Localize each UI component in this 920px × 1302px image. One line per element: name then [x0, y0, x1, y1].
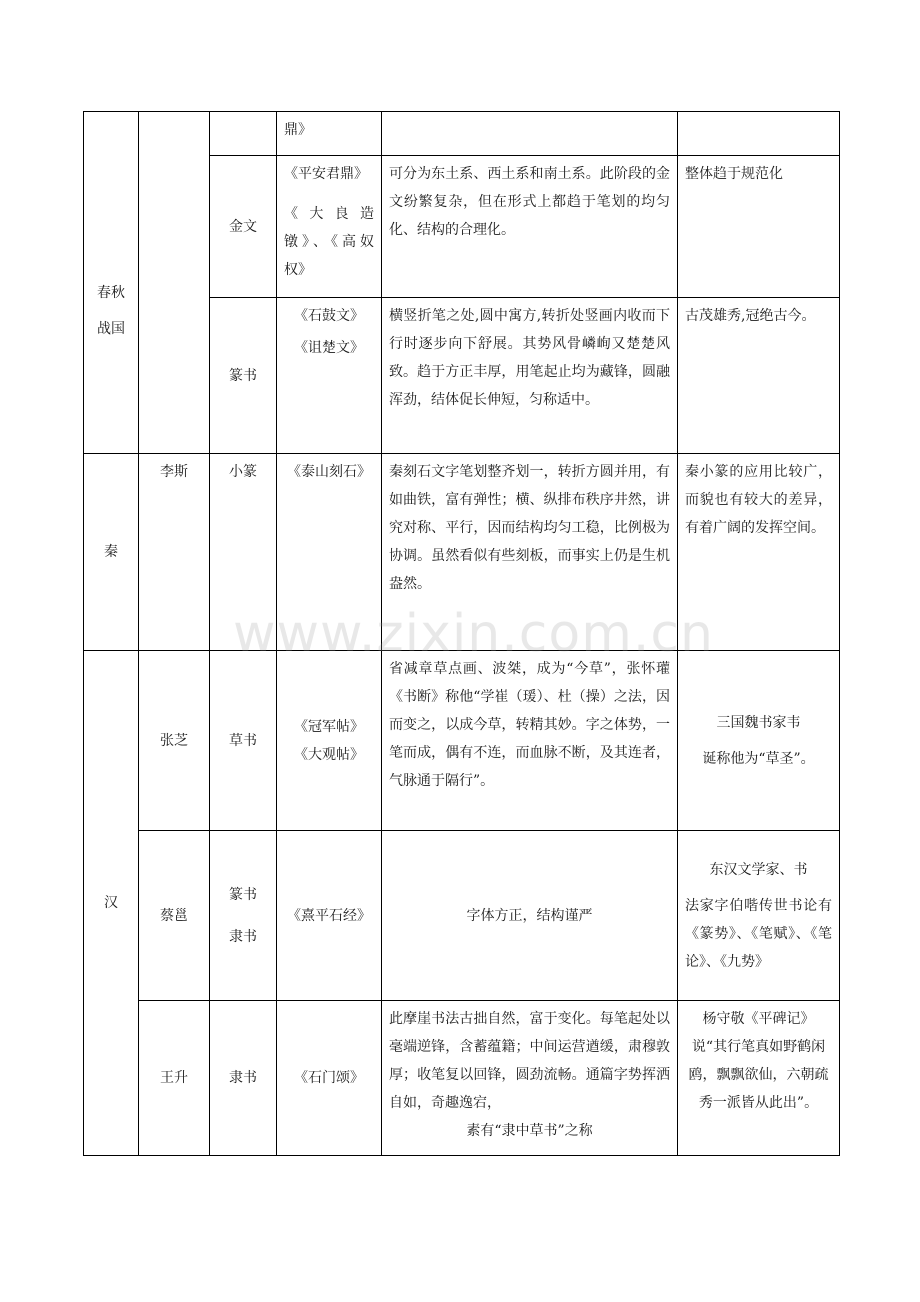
period-cell-chunqiu	[84, 112, 139, 454]
evaluation-line: 东汉文学家、书	[709, 861, 808, 878]
evaluation-cell: 秦小篆的应用比较广，而貌也有较大的差异，有着广阔的发挥空间。	[678, 454, 840, 651]
script-cell	[210, 112, 277, 156]
evaluation-cell: 杨守敬《平碑记》说“其行笔真如野鹤闲鸥，飘飘欲仙，六朝疏秀一派皆从此出”。	[678, 1001, 840, 1156]
work-cell	[277, 651, 382, 831]
work-title: 《冠军帖》	[294, 718, 364, 735]
script-cell: 草书	[210, 651, 277, 831]
table-row	[84, 1001, 840, 1156]
script-cell: 金文	[210, 156, 277, 298]
watermark-text: www.zixin.com.cn	[233, 604, 714, 664]
period-cell-qin: 秦	[84, 454, 139, 651]
description-cell	[382, 1001, 678, 1156]
description-cell	[382, 112, 678, 156]
script-cell	[210, 831, 277, 1001]
person-cell	[139, 112, 210, 454]
script-cell: 隶书	[210, 1001, 277, 1156]
evaluation-cell: 古茂雄秀,冠绝古今。	[678, 298, 840, 454]
evaluation-line: 三国魏书家韦	[716, 714, 801, 731]
script-label: 篆书	[229, 886, 257, 903]
script-cell: 篆书	[210, 298, 277, 454]
work-title: 《诅楚文》	[294, 340, 364, 356]
description-cell: 字体方正，结构谨严	[382, 831, 678, 1001]
work-cell: 《泰山刻石》	[277, 454, 382, 651]
evaluation-line: 诞称他为“草圣”。	[702, 750, 815, 767]
work-cell: 《熹平石经》	[277, 831, 382, 1001]
evaluation-cell	[678, 651, 840, 831]
person-cell: 王升	[139, 1001, 210, 1156]
person-cell: 张芝	[139, 651, 210, 831]
period-label: 春秋 战国	[97, 284, 125, 337]
work-title: 《大观帖》	[294, 746, 364, 763]
work-cell: 鼎》	[277, 112, 382, 156]
work-cell	[277, 156, 382, 298]
description-text: 素有“隶中草书”之称	[466, 1123, 593, 1139]
script-label: 隶书	[229, 928, 257, 945]
description-cell: 秦刻石文字笔划整齐划一，转折方圆并用，有如曲铁，富有弹性；横、纵排布秩序井然，讲究对称、平行，因而结构均匀工稳，比例极为协调。虽然看似有些刻板，而事实上仍是生机盎然。	[382, 454, 678, 651]
person-cell: 蔡邕	[139, 831, 210, 1001]
table-row	[84, 651, 840, 831]
description-cell: 可分为东土系、西土系和南土系。此阶段的金文纷繁复杂，但在形式上都趋于笔划的均匀化、结构的合理化。	[382, 156, 678, 298]
description-cell: 横竖折笔之处,圆中寓方,转折处竖画内收而下行时逐步向下舒展。其势风骨嶙峋又楚楚风致。趋于方正丰厚，用笔起止均为藏锋，圆融浑劲，结体促长伸短，匀称适中。	[382, 298, 678, 454]
description-text: 此摩崖书法古拙自然，富于变化。每笔起处以毫端逆锋，含蓄蕴籍；中间运营遒缓，肃穆敦厚；收笔复以回锋，圆劲流畅。通篇字势挥洒自如，奇趣逸宕，	[389, 1011, 670, 1111]
work-title: 《大良造镦》、《高奴权》	[284, 206, 374, 278]
table-row	[84, 112, 840, 156]
work-title: 《平安君鼎》	[284, 166, 368, 182]
evaluation-cell	[678, 831, 840, 1001]
period-cell-han: 汉	[84, 651, 139, 1156]
evaluation-line: 法家字伯喈传世书论有《篆势》、《笔赋》、《笔论》、《九势》	[685, 897, 832, 970]
script-cell: 小篆	[210, 454, 277, 651]
table-row	[84, 831, 840, 1001]
description-cell: 省减章草点画、波桀，成为“今草”，张怀瓘《书断》称他“学崔（瑗）、杜（操）之法，因而变之，以成今草，转精其妙。字之体势，一笔而成，偶有不连，而血脉不断，及其连者，气脉通于隔行”。	[382, 651, 678, 831]
work-cell	[277, 298, 382, 454]
person-cell: 李斯	[139, 454, 210, 651]
work-title: 《石鼓文》	[294, 308, 364, 324]
evaluation-cell	[678, 112, 840, 156]
work-cell: 《石门颂》	[277, 1001, 382, 1156]
evaluation-cell: 整体趋于规范化	[678, 156, 840, 298]
